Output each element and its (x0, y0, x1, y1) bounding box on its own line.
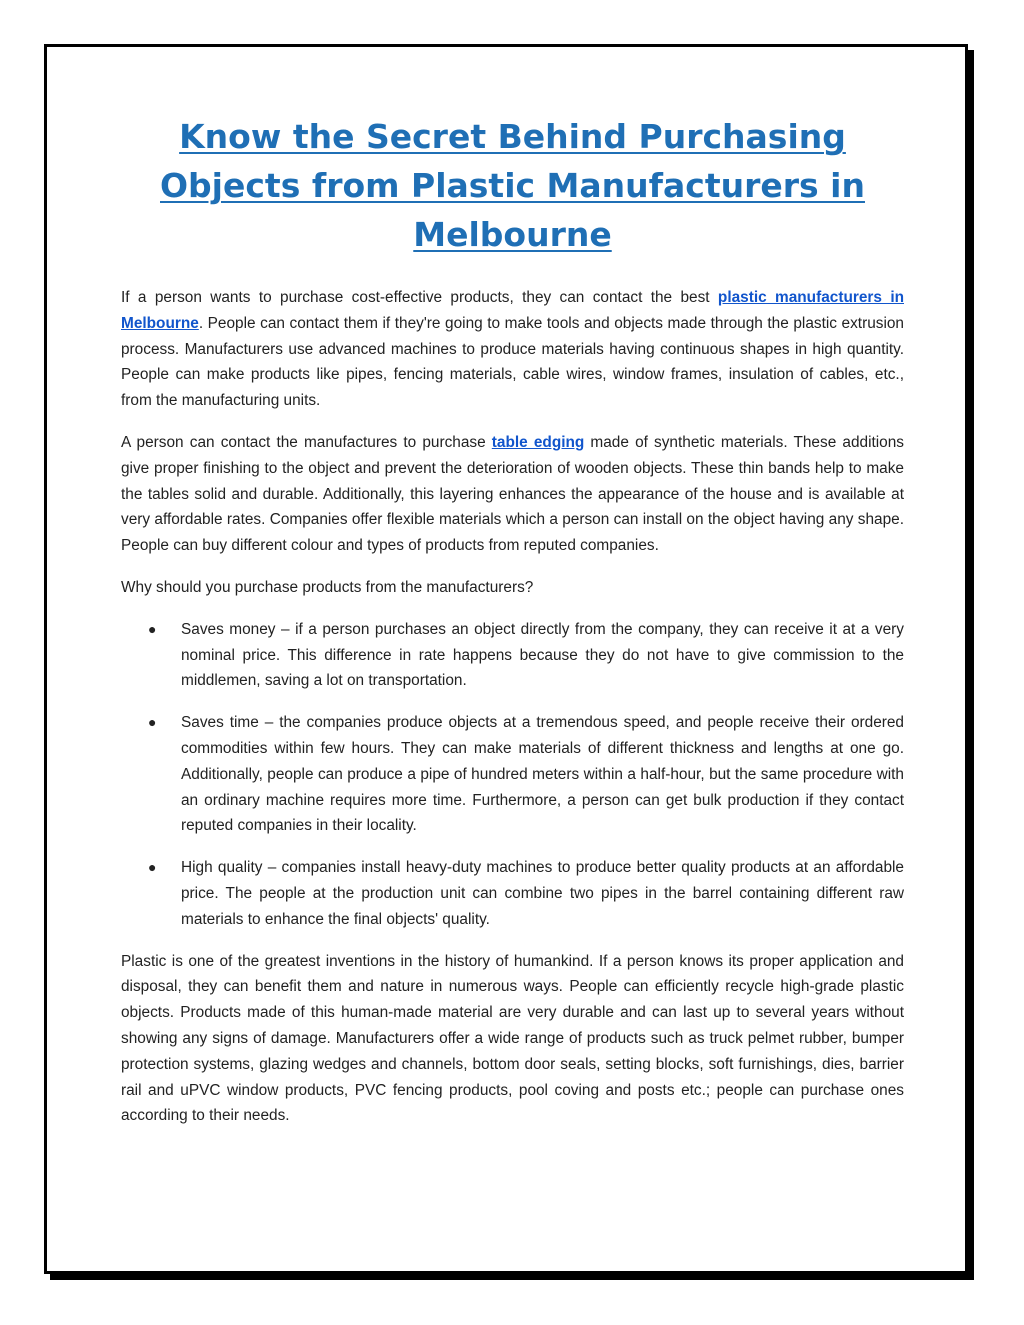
list-item-text: Saves money – if a person purchases an object directly from the company, they can receive it at a very nominal price. This difference in rate happens because they do not have to give commission to the middlemen, saving a lot on transportation. (181, 620, 904, 690)
intro-text-after: . People can contact them if they're going to make tools and objects made through the plastic extrusion process. Manufacturers use advanced machines to produce materials having continuous shapes in high quantity. People can make products like pipes, fencing materials, cable wires, window frames, insulation of cables, etc., from the manufacturing units. (121, 314, 904, 410)
intro-paragraph (121, 285, 904, 414)
bullet-icon: ● (148, 714, 157, 731)
list-item (121, 710, 904, 839)
bullet-icon: ● (148, 859, 157, 876)
list-item-text: High quality – companies install heavy-duty machines to produce better quality products at an affordable price. The people at the production unit can combine two pipes in the barrel containing different raw materials to enhance the final objects' quality. (181, 859, 904, 928)
intro-text-before: If a person wants to purchase cost-effective products, they can contact the best (121, 289, 718, 306)
bullet-icon: ● (148, 620, 157, 637)
question-paragraph: Why should you purchase products from the manufacturers? (121, 578, 534, 596)
plastic-manufacturers-link[interactable]: plastic manufacturers in Melbourne (121, 289, 904, 332)
list-item-text: Saves time – the companies produce objects at a tremendous speed, and people receive their ordered commodities within few hours. They can make materials of different thickness and lengths at one go. Additionally, people can produce a pipe of hundred meters within a half-hour, but the same procedure with an ordinary machine requires more time. Furthermore, a person can get bulk production if they contact reputed companies in their locality. (181, 714, 904, 835)
edging-text-after: made of synthetic materials. These additions give proper finishing to the object and prevent the deterioration of wooden objects. These thin bands help to make the tables solid and durable. Additionally, this layering enhances the appearance of the house and is available at very affordable rates. Companies offer flexible materials which a person can install on the object having any shape. People can buy different colour and types of products from reputed companies. (121, 433, 904, 555)
document-body (121, 112, 904, 1145)
list-item (121, 617, 904, 694)
closing-paragraph: Plastic is one of the greatest inventions in the history of humankind. If a person knows its proper application and disposal, they can benefit them and nature in numerous ways. People can efficiently recycle high-grade plastic objects. Products made of this human-made material are very durable and can last up to several years without showing any signs of damage. Manufacturers offer a wide range of products such as truck pelmet rubber, bumper protection systems, glazing wedges and channels, bottom door seals, setting blocks, soft furnishings, dies, barrier rail and uPVC window products, PVC fencing products, pool coving and posts etc.; people can purchase ones according to their needs. (121, 952, 904, 1125)
edging-text-before: A person can contact the manufactures to purchase (121, 433, 492, 451)
benefits-list (121, 617, 904, 933)
table-edging-link[interactable]: table edging (491, 433, 585, 451)
document-title: Know the Secret Behind Purchasing Objects from Plastic Manufacturers in Melbourne (160, 117, 865, 254)
list-item (121, 855, 904, 932)
table-edging-paragraph (121, 430, 904, 559)
